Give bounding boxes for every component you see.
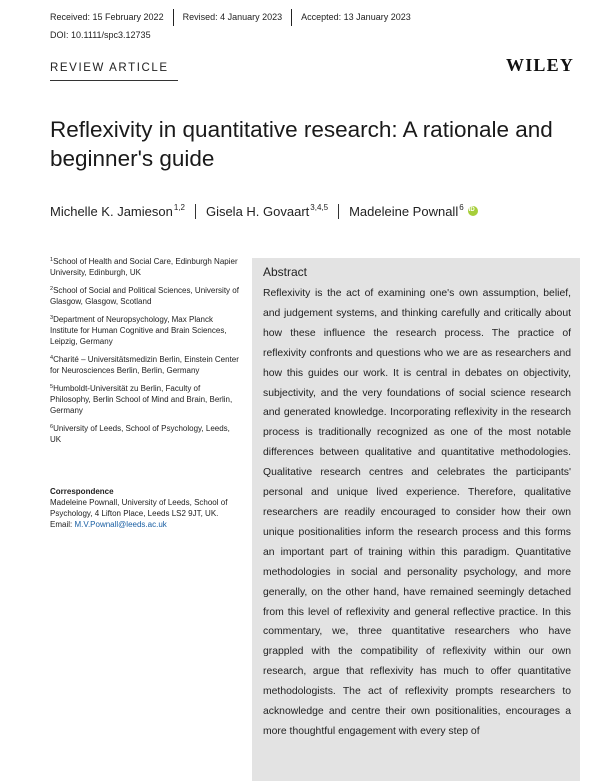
correspondence-email-line: Email: M.V.Pownall@leeds.ac.uk: [50, 520, 167, 529]
correspondence-address: Madeleine Pownall, University of Leeds, School of Psychology, 4 Lifton Place, Leeds LS2 9JT, UK.: [50, 498, 228, 518]
affiliation: $^3$Department of Neuropsychology, Max Planck Institute for Human Cognitive and Brain Sciences, Leipzig, Germany: [50, 315, 227, 346]
article-dates: [50, 10, 411, 24]
doi[interactable]: DOI: 10.1111/spc3.12735: [50, 30, 151, 40]
orcid-icon[interactable]: [468, 206, 478, 216]
article-type: REVIEW ARTICLE: [50, 62, 169, 74]
affiliation: $^1$School of Health and Social Care, Edinburgh Napier University, Edinburgh, UK: [50, 257, 238, 277]
abstract-body: Reflexivity is the act of examining one's own assumption, belief, and judgement systems, and thinking carefully and critically about how these influence the research process. The practice of reflexivity confronts and questions who we are as researchers and how this guides our work. It is central in debates on objectivity, subjectivity, and the very foundations of social science research and generated knowledge. Incorporating reflexivity in the research process is traditionally recognized as one of the most notable differences between qualitative and quantitative methodologies. Qualitative research centres and celebrates the participants' personal and unique lived experience. Therefore, qualitative researchers are readily encouraged to consider how their own unique positionalities inform the research process and this forms an important part of training within this paradigm. Quantitative methodologies in social and personality psychology, and more generally, on the other hand, have remained seemingly detached from this level of reflexivity and general reflective practice. In this commentary, we, three quantitative researchers who have grappled with the compatibility of reflexivity within our own research, argue that reflexivity has much to offer quantitative methodologists. The act of reflexivity prompts researchers to acknowledge and centre their own positionalities, encourages a more thoughtful engagement with every step of: [263, 288, 571, 737]
author-divider: [195, 204, 196, 219]
divider: [291, 9, 292, 26]
publisher-logo: WILEY: [506, 55, 575, 75]
received-date: Received: 15 February 2022: [50, 12, 164, 22]
revised-date: Revised: 4 January 2023: [182, 12, 283, 22]
correspondence-heading: Correspondence: [50, 487, 114, 496]
author[interactable]: Madeleine Pownall$^6$: [349, 203, 464, 219]
affiliation: $^4$Charité – Universitätsmedizin Berlin, Einstein Center for Neurosciences Berlin, Berlin, Germany: [50, 355, 239, 375]
author-divider: [338, 204, 339, 219]
article-type-underline: [50, 80, 178, 81]
affiliation: $^5$Humboldt-Universität zu Berlin, Faculty of Philosophy, Berlin School of Mind and Brain, Berlin, Germany: [50, 384, 233, 415]
abstract-heading: Abstract: [263, 265, 308, 279]
email-link[interactable]: M.V.Pownall@leeds.ac.uk: [74, 520, 167, 529]
affiliation: $^6$University of Leeds, School of Psychology, Leeds, UK: [50, 424, 230, 444]
accepted-date: Accepted: 13 January 2023: [301, 12, 411, 22]
affiliations: [50, 255, 240, 451]
divider: [173, 9, 174, 26]
author[interactable]: Gisela H. Govaart$^{3,4,5}$: [205, 203, 329, 219]
author-list: [50, 203, 478, 219]
correspondence: [50, 486, 240, 530]
paper-title: Reflexivity in quantitative research: A rationale and beginner's guide: [50, 117, 553, 171]
affiliation: $^2$School of Social and Political Sciences, University of Glasgow, Glasgow, Scotland: [50, 286, 239, 306]
author[interactable]: Michelle K. Jamieson$^{1,2}$: [50, 203, 185, 219]
